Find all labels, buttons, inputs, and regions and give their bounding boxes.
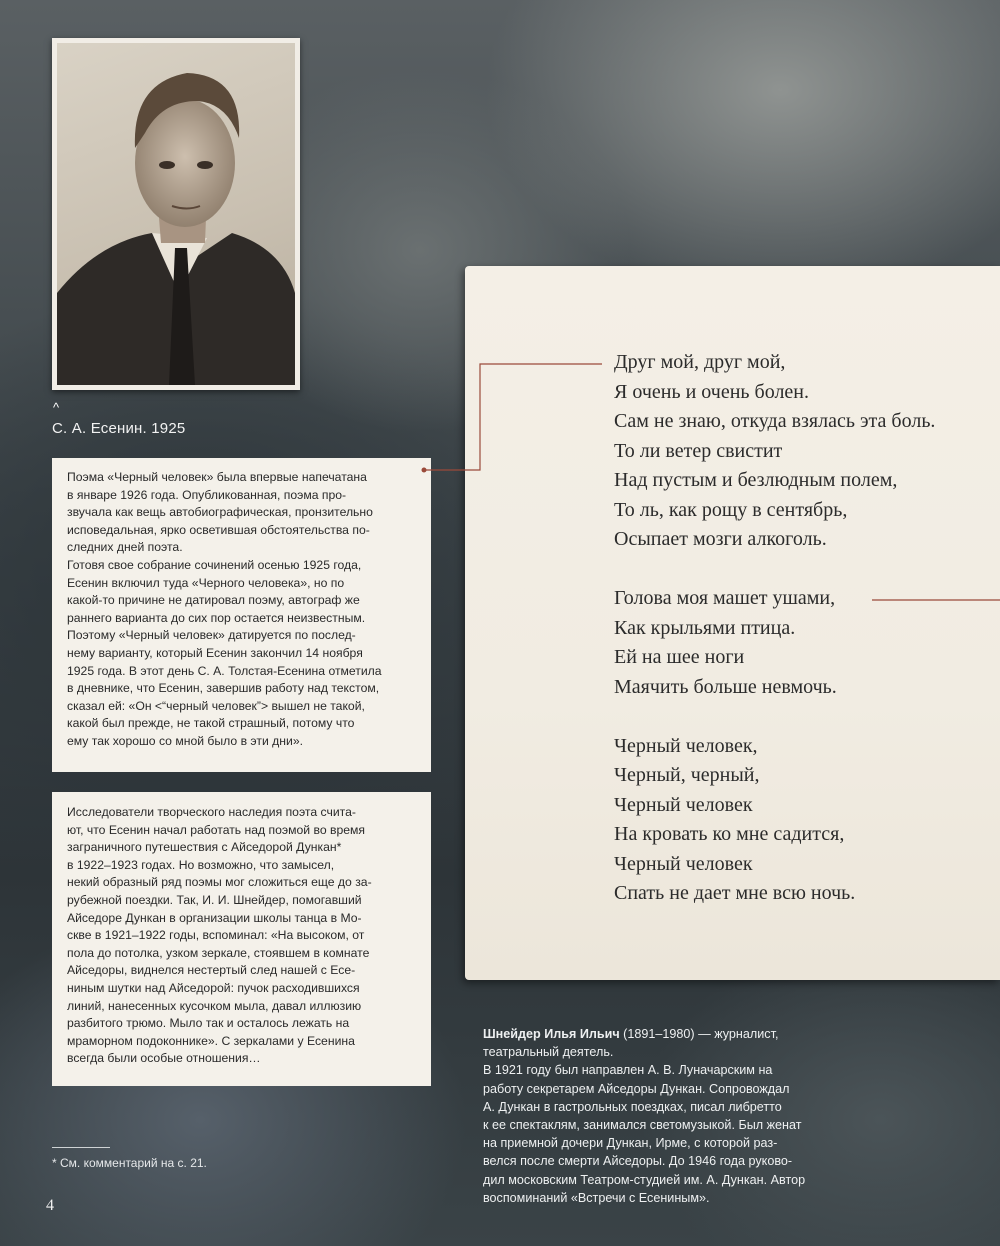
poem-line: Голова моя машет ушами, [614, 587, 836, 609]
text-line: какой-то причине не датировал поэму, автограф же [67, 593, 360, 608]
poem-line: Я очень и очень болен. [614, 380, 809, 403]
poem-line: Ей на шее ноги [614, 646, 745, 668]
bio-line: на приемной дочери Дункан, Ирме, с которой раз- [483, 1136, 778, 1151]
portrait-illustration [57, 43, 295, 385]
portrait-photo [52, 38, 300, 390]
portrait-image [57, 43, 295, 385]
poem-line: Сам не знаю, откуда взялась эта боль. [614, 410, 936, 432]
text-line: Есенин включил туда «Черного человека», но по [67, 575, 345, 590]
text-line: разбитого трюмо. Мыло так и осталось лежать на [67, 1016, 350, 1031]
footnote: * См. комментарий на с. 21. [52, 1156, 207, 1170]
text-line: Айседоре Дункан в организации школы танца в Мо- [67, 910, 362, 925]
caption-caret: ^ [53, 400, 60, 415]
text-line: в январе 1926 года. Опубликованная, поэма про- [67, 487, 347, 502]
text-line: ему так хорошо со мной было в эти дни». [67, 733, 303, 748]
bio-dates: (1891–1980) — журналист, [619, 1027, 779, 1041]
poem-line: Друг мой, друг мой, [614, 351, 786, 373]
biography-note [483, 1025, 843, 1207]
bio-first-line [483, 1025, 843, 1043]
poem-line: Черный человек [614, 793, 753, 816]
poem-line: Над пустым и безлюдным полем, [614, 469, 898, 491]
text-line: какой был прежде, не такой страшный, потому что [67, 716, 355, 731]
poem-line: Спать не дает мне всю ночь. [614, 882, 856, 904]
poem-stanza [614, 584, 935, 702]
poem-line: Как крыльями птица. [614, 616, 796, 639]
text-line: мраморном подоконнике». С зеркалами у Есенина [67, 1033, 355, 1048]
text-line: пола до потолка, узком зеркале, стоявшем в комнате [67, 945, 370, 960]
photo-caption: С. А. Есенин. 1925 [52, 420, 186, 437]
footnote-divider [52, 1147, 110, 1148]
text-line: следних дней поэта. [67, 540, 183, 555]
text-line: всегда были особые отношения… [67, 1051, 261, 1066]
poem-line: Черный человек, [614, 734, 758, 757]
poem-line: Маячить больше невмочь. [614, 675, 837, 698]
text-line: рубежной поездки. Так, И. И. Шнейдер, помогавший [67, 892, 362, 907]
bio-line: велся после смерти Айседоры. До 1946 года руково- [483, 1154, 793, 1169]
bio-line: А. Дункан в гастрольных поездках, писал либретто [483, 1099, 782, 1114]
text-line: скве в 1921–1922 годы, вспоминал: «На высоком, от [67, 928, 365, 943]
bio-line: к ее спектаклям, занимался светомузыкой. Был женат [483, 1118, 802, 1133]
bio-line: работу секретарем Айседоры Дункан. Сопровождал [483, 1081, 790, 1096]
text-box-research [52, 792, 431, 1086]
bio-line: воспоминаний «Встречи с Есениным». [483, 1190, 710, 1205]
poem-line: Черный, черный, [614, 764, 760, 786]
text-line: исповедальная, ярко осветившая обстоятельства по- [67, 522, 370, 537]
poem-line: Осыпает мозги алкоголь. [614, 528, 827, 550]
bio-name: Шнейдер Илья Ильич [483, 1027, 620, 1041]
text-line: линий, нанесенных кусочком мыла, давал иллюзию [67, 998, 362, 1013]
bio-line: театральный деятель. [483, 1045, 614, 1060]
text-line: ют, что Есенин начал работать над поэмой во время [67, 822, 366, 837]
text-line: в дневнике, что Есенин, завершив работу над текстом, [67, 681, 380, 696]
text-line: Исследователи творческого наследия поэта счита- [67, 805, 356, 819]
poem-excerpt [614, 348, 935, 909]
poem-line: То ли ветер свистит [614, 439, 783, 462]
poem-stanza [614, 732, 935, 909]
text-line: раннего варианта до сих пор остается неизвестным. [67, 610, 366, 625]
poem-line: На кровать ко мне садится, [614, 823, 845, 845]
text-box-poem-history [52, 458, 431, 772]
text-line: некий образный ряд поэмы мог сложиться еще до за- [67, 875, 372, 890]
bio-line: В 1921 году был направлен А. В. Луначарским на [483, 1063, 773, 1078]
text-line: Поэма «Черный человек» была впервые напечатана [67, 470, 367, 484]
text-line: Готовя свое собрание сочинений осенью 1925 года, [67, 557, 362, 572]
text-line: ниным шутки над Айседорой: пучок расходившихся [67, 980, 360, 995]
text-line: звучала как вещь автобиографическая, пронзительно [67, 505, 373, 520]
poem-line: То ль, как рощу в сентябрь, [614, 498, 848, 521]
text-line: в 1922–1923 годах. Но возможно, что замысел, [67, 857, 335, 872]
page-number: 4 [46, 1197, 54, 1214]
poem-line: Черный человек [614, 852, 753, 875]
text-line: Айседоры, виднелся нестертый след нашей с Есе- [67, 963, 356, 978]
text-line: нему варианту, который Есенин закончил 14 ноября [67, 645, 363, 660]
text-line: сказал ей: «Он <“черный человек”> вышел не такой, [67, 698, 365, 713]
text-line: Поэтому «Черный человек» датируется по послед- [67, 628, 356, 643]
poem-stanza [614, 348, 935, 555]
text-line: заграничного путешествия с Айседорой Дункан* [67, 840, 342, 855]
text-line: 1925 года. В этот день С. А. Толстая-Есенина отметила [67, 663, 382, 678]
bio-line: дил московским Театром-студией им. А. Дункан. Автор [483, 1172, 806, 1187]
